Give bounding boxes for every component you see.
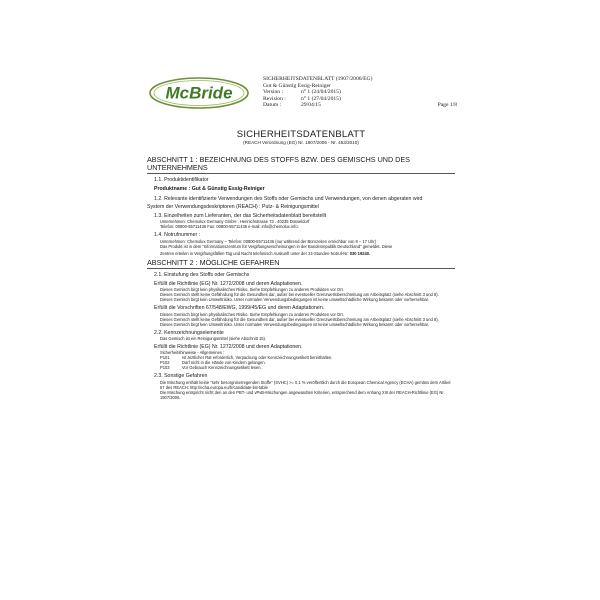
subsection-2-2-text: Das Gemisch ist ein Reinigungsmittel (siehe Abschnitt 15). bbox=[160, 335, 267, 341]
revision-value: n° 1 (27/04/2015) bbox=[301, 95, 341, 102]
emergency-number: 030 19240. bbox=[349, 250, 371, 256]
revision-label: Revision : bbox=[263, 95, 286, 102]
page-number: Page 1/8 bbox=[437, 102, 457, 109]
document-subtitle: (REACH Verordnung (EG) Nr. 1907/2006 - Nr. 453/2010) bbox=[243, 140, 359, 145]
section-1-heading: ABSCHNITT 1 : BEZEICHNUNG DES STOFFS BZW. DES GEMISCHS UND DES UNTERNEHMENS bbox=[147, 156, 455, 174]
regulation-1-text-2: Dieses Gemisch stellt keine Gefährdung für die Gesundheit dar, außer bei eventueller Grenzwertüberschreitung am Arbeitsplatz (siehe Abschnitt 3 und 8). bbox=[160, 292, 439, 298]
hazard-code: P101 bbox=[160, 355, 170, 361]
product-name: Produktname : Gut & Günstig Essig-Reiniger bbox=[154, 186, 265, 193]
hazard-code: P103 bbox=[160, 365, 170, 371]
emergency-line-2: Das Produkt ist in dem "Informationszentrum für Vergiftungserscheinungen in der Bundesrepublik Deutschland" gemeldet. Diese bbox=[160, 243, 393, 249]
header-product: Gut & Günstig Essig-Reiniger bbox=[263, 82, 331, 89]
hazard-text: Vor Gebrauch Kennzeichnungsetikett lesen. bbox=[182, 365, 262, 371]
version-label: Version : bbox=[263, 89, 284, 96]
document-body bbox=[147, 154, 455, 400]
supplier-line-1: Unternehmen: Chemolux Germany GmbH . Hennichstrasse 73 . 40235 Düsseldorf bbox=[160, 219, 310, 225]
header-title: SICHERHEITSDATENBLATT (1907/2006/EG) bbox=[263, 76, 373, 82]
mcbride-logo bbox=[148, 76, 250, 110]
date-value: 29/04/15 bbox=[301, 102, 321, 109]
logo-text: McBride bbox=[165, 83, 233, 103]
regulation-1-text-1: Dieses Gemisch birgt kein physikalisches Risiko. Siehe Empfehlungen zu anderen Produkten vor Ort. bbox=[160, 287, 344, 293]
regulation-2-text-2: Dieses Gemisch stellt keine Gefährdung für die Gesundheit dar, außer bei eventueller Grenzwertüberschreitung am Arbeitsplatz (siehe Abschnitt 3 und 8). bbox=[160, 316, 439, 322]
hazard-code: P102 bbox=[160, 360, 170, 366]
date-label: Datum : bbox=[263, 102, 282, 109]
regulation-1-text-3: Dieses Gemisch birgt kein Umweltrisiko. Unter normalen Verwendungsbedingungen ist keine umweltschädliche Wirkung bekannt oder vorhersehbar. bbox=[160, 297, 429, 303]
subsection-2-3-text-2: Die Mischung entspricht nicht den an den PBT- und vPvB-Mischungen angewandten Kriterien, entsprechend dem Anhang XIII der REACH-Richtlinie (EG) Nr. 1907/2006. bbox=[160, 389, 445, 400]
regulation-2-text-3: Dieses Gemisch birgt kein Umweltrisiko. Unter normalen Verwendungsbedingungen ist keine umweltschädliche Wirkung bekannt oder vorhersehbar. bbox=[160, 321, 429, 327]
regulation-2: Erfüllt die Vorschriften 67/548/EWG, 1999/45/EG und deren Adaptationen. bbox=[154, 305, 325, 312]
regulation-3: Erfüllt die Richtlinie (EG) Nr. 1272/2008 und deren Adaptationen. bbox=[154, 343, 303, 350]
regulation-2-text-1: Dieses Gemisch birgt kein physikalisches Risiko. Siehe Empfehlungen zu anderen Produkten vor Ort. bbox=[160, 311, 344, 317]
emergency-line-1: Unternehmen: Chemolux Germany – Telefon: 00800-55711436 (nur während der Bürozeiten erreichbar von 8 – 17 Uhr) bbox=[160, 238, 377, 244]
section-2-heading: ABSCHNITT 2 : MÖGLICHE GEFAHREN bbox=[147, 259, 455, 269]
subsection-2-3-text-1: Die Mischung enthält keine "sehr besorgniserregenden Stoffe" (SVHC) >= 0,1 % veröffentlich durch die European Chemical Agency (ECHA) gemäss dem Artikel 57 des REACH: http://echa.europa.eu/fr/candidate-list-table bbox=[160, 379, 451, 390]
subsection-1-3: 1.3. Einzelheiten zum Lieferanten, der das Sicherheitsdatenblatt bereitstellt bbox=[154, 213, 327, 220]
supplier-line-2: Telefon: 00800-55711436 Fax: 00800-55711436 e-mail: info@chemolux.info. bbox=[160, 224, 299, 230]
hazard-row bbox=[160, 365, 455, 370]
subsection-1-2: 1.2. Relevante identifizierte Verwendungen des Stoffs oder Gemischs und Verwendungen, von denen abgeraten wird bbox=[154, 195, 423, 202]
hazard-text: Darf nicht in die Hände von Kindern gelangen. bbox=[182, 360, 266, 366]
subsection-2-2: 2.2. Kennzeichnungselemente bbox=[154, 329, 224, 336]
regulation-1: Erfüllt die Richtlinie (EG) Nr. 1272/2008 und deren Adaptationen. bbox=[154, 281, 303, 288]
subsection-2-3: 2.3. Sonstige Gefahren bbox=[154, 373, 208, 380]
subsection-2-1: 2.1. Einstufung des Stoffs oder Gemischs bbox=[154, 271, 250, 278]
emergency-line-3: Zentren erteilen in Vergiftungsfällen Tag und Nacht telefonisch Auskunft unter der 24-Stunden-Notruf-Nr: bbox=[160, 250, 349, 256]
document-title: SICHERHEITSDATENBLATT bbox=[236, 129, 366, 140]
version-value: n° 1 (24/04/2015) bbox=[301, 89, 341, 96]
sds-page bbox=[145, 72, 457, 540]
hazard-text: Ist ärztlicher Rat erforderlich, Verpackung oder Kennzeichnungsetikett bereithalten. bbox=[182, 355, 333, 361]
safety-header: Sicherheitshinweise - Allgemeines : bbox=[160, 350, 225, 356]
subsection-1-4: 1.4. Notrufnummer : bbox=[154, 232, 201, 239]
descriptor-system: System der Verwendungsdeskriptoren (REACH) : Putz- & Reinigungsmittel bbox=[147, 203, 319, 210]
subsection-1-1: 1.1. Produktidentifikator bbox=[154, 177, 209, 183]
document-header bbox=[263, 76, 457, 109]
